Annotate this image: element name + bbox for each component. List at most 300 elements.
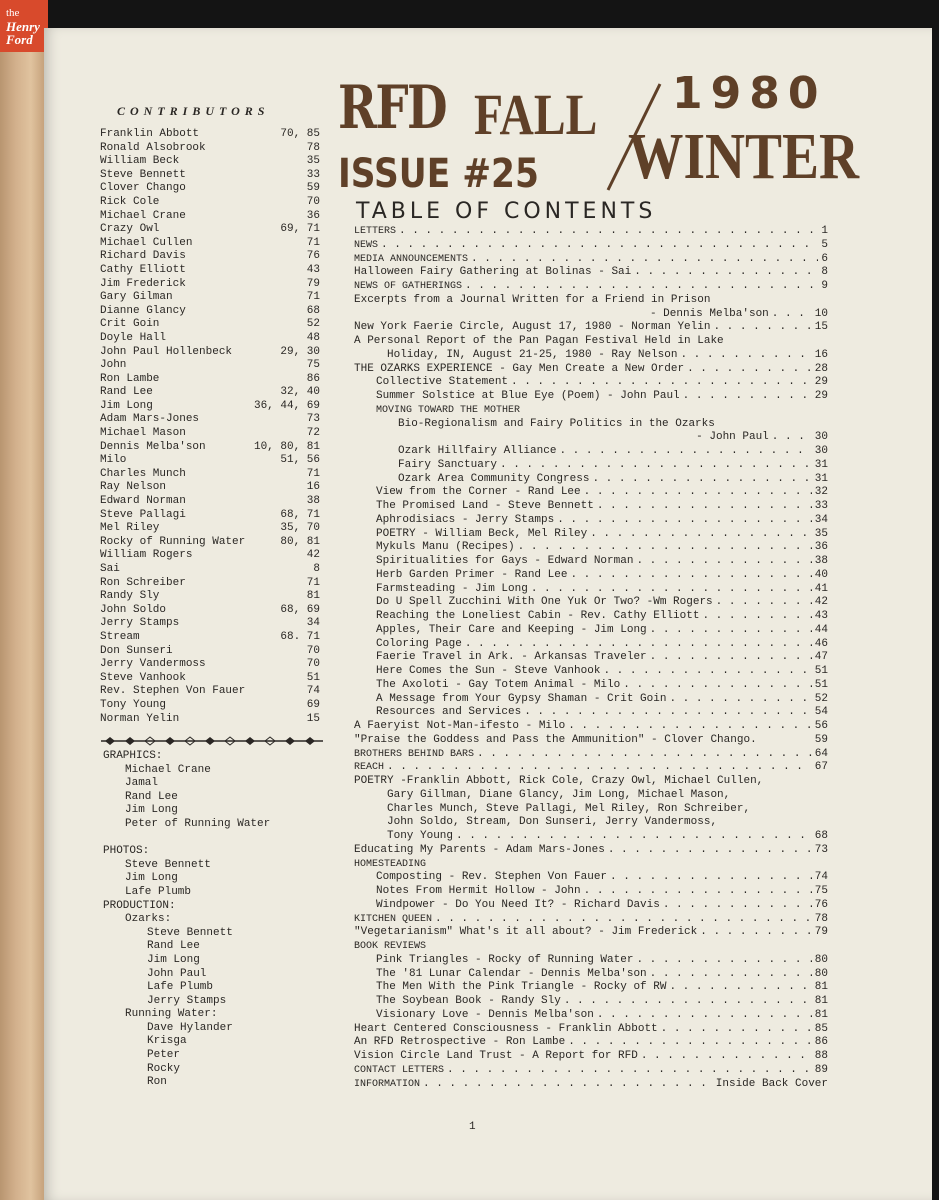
toc-leader [568,1036,812,1050]
toc-page: 8 [821,266,828,279]
contributor-pages: 70 [306,195,320,208]
toc-entry [354,610,828,624]
contributor-pages: 42 [306,549,320,562]
toc-entry [354,321,828,335]
contributor-name: Ronald Alsobrook [100,141,206,154]
toc-leader [687,363,812,377]
contributor-pages: 71 [306,467,320,480]
toc-entry [354,404,828,418]
toc-title: Bio-Regionalism and Fairy Politics in the Ozarks [398,417,715,430]
contributor-name: Crit Goin [100,318,160,331]
contributor-pages: 29, 30 [280,345,320,358]
credit-name: Ozarks: [125,913,172,926]
contributor-row [100,318,320,332]
toc-page: 36 [814,541,828,554]
contributor-row [100,481,320,495]
toc-page: 81 [814,981,828,994]
toc-entry [354,473,828,487]
contributor-row [100,536,320,550]
contributor-pages: 72 [306,427,320,440]
contributor-pages: 71 [306,236,320,249]
toc-title: Collective Statement [376,376,509,389]
credit-name: Steve Bennett [147,926,233,939]
toc-title: POETRY - William Beck, Mel Riley [376,527,588,540]
contributor-name: Dennis Melba'son [100,440,206,453]
contributor-row [100,645,320,659]
contributor-name: Mel Riley [100,522,160,535]
toc-title: Apples, Their Care and Keeping - Jim Long [376,623,647,636]
credit-name: Jim Long [147,953,200,966]
contributor-name: Ray Nelson [100,481,167,494]
contributor-row [100,346,320,360]
contributor-pages: 36 [306,209,320,222]
toc-leader [435,913,812,927]
credit-name: Peter of Running Water [125,817,271,830]
contributor-row [100,413,320,427]
toc-page: Inside Back Cover [715,1077,828,1090]
toc-title: Notes From Hermit Hollow - John [376,885,581,897]
toc-entry [354,1050,828,1064]
toc-leader [641,1050,812,1064]
toc-leader [634,266,818,280]
toc-title: MOVING TOWARD THE MOTHER [376,404,521,416]
toc-entry [354,940,828,954]
contributor-pages: 68, 69 [280,603,320,616]
toc-title: The Promised Land - Steve Bennett [376,500,594,512]
toc-title: Ozark Hillfairy Alliance [398,445,557,457]
masthead-winter: WINTER [628,120,860,193]
toc-entry [354,308,828,322]
contributor-name: John Paul Hollenbeck [100,345,233,358]
toc-entry [354,1036,828,1050]
toc-entry [354,239,828,253]
toc-title: Fairy Sanctuary [398,458,498,471]
contributor-row [100,427,320,441]
toc-entry [354,913,828,927]
contributor-pages: 69, 71 [280,223,320,236]
contributor-pages: 81 [306,590,320,603]
toc-title: An RFD Retrospective - Ron Lambe [354,1036,566,1049]
logo-line-2: Henry Ford [6,18,40,47]
toc-leader [608,844,812,858]
toc-entry [354,431,828,445]
toc-entry [354,803,828,817]
contributor-row [100,549,320,563]
toc-leader [557,514,812,528]
toc-page: 38 [814,555,828,567]
toc-page: 81 [814,995,828,1007]
toc-entry [354,624,828,638]
toc-page: 46 [814,637,828,650]
contributor-pages: 51, 56 [280,454,320,467]
toc-leader [772,308,812,322]
contributor-pages: 38 [306,495,320,508]
toc-page: 30 [814,431,828,444]
contributor-name: John [100,359,127,372]
contributor-pages: 59 [306,182,320,195]
page-number: 1 [469,1121,476,1133]
toc-entry [354,968,828,982]
credit-heading: GRAPHICS: [103,750,163,762]
toc-leader [663,899,812,913]
toc-leader [570,569,811,583]
toc-page: 31 [814,472,828,485]
contributor-name: Michael Cullen [100,236,193,249]
toc-leader [559,445,811,459]
toc-leader [564,995,812,1009]
toc-leader [456,830,812,844]
toc-title: Faerie Travel in Ark. - Arkansas Traveler [376,651,647,664]
contributor-row [100,441,320,455]
toc-title: New York Faerie Circle, August 17, 1980 - Norman Yelin [354,321,711,334]
contributor-row [100,509,320,523]
contributor-pages: 70, 85 [280,128,320,140]
toc-title: A Personal Report of the Pan Pagan Festival Held in Lake [354,335,724,347]
contributor-pages: 8 [313,563,320,575]
contributor-row [100,672,320,686]
contributor-row [100,223,320,237]
toc-leader [650,968,812,982]
contributor-pages: 32, 40 [280,386,320,399]
toc-page: 68 [814,830,828,842]
contributor-row [100,182,320,196]
toc-title: Coloring Page [376,637,462,650]
toc-leader [650,624,812,638]
toc-leader [636,555,811,569]
contributor-pages: 76 [306,250,320,263]
toc-leader [447,1064,812,1078]
contributor-row [100,522,320,536]
toc-entry [354,665,828,679]
toc-entry [354,583,828,597]
contributor-name: Randy Sly [100,590,160,603]
toc-leader [465,638,812,652]
toc-leader [387,761,812,775]
toc-entry [354,445,828,459]
credit-name: Running Water: [125,1008,218,1021]
toc-title: Heart Centered Consciousness - Franklin Abbott [354,1022,658,1035]
toc-entry [354,995,828,1009]
toc-title: Holiday, IN, August 21-25, 1980 - Ray Nelson [387,348,678,361]
toc-title: Gary Gillman, Diane Glancy, Jim Long, Michael Mason, [387,788,731,801]
contributor-name: Michael Mason [100,427,186,440]
toc-page: 33 [814,500,828,512]
contributor-row [100,386,320,400]
toc-title: Aphrodisiacs - Jerry Stamps [376,513,555,526]
toc-title: THE OZARKS EXPERIENCE - Gay Men Create a New Order [354,362,685,375]
contributor-row [100,713,320,727]
toc-title: CONTACT LETTERS [354,1064,445,1076]
toc-page: 42 [814,596,828,609]
toc-page: 40 [814,568,828,581]
toc-leader [381,239,818,253]
contributor-name: Don Sunseri [100,644,173,657]
book-spine [0,0,44,1200]
contributor-name: Ron Lambe [100,372,160,385]
toc-title: The Axoloti - Gay Totem Animal - Milo [376,678,621,691]
toc-page: 41 [814,582,828,595]
contributor-name: Jerry Stamps [100,617,180,630]
toc-title: KITCHEN QUEEN [354,913,433,925]
toc-page: 52 [814,692,828,705]
toc-entry [354,1009,828,1023]
contributor-pages: 16 [306,481,320,494]
contributor-name: Steve Pallagi [100,508,186,521]
toc-entry [354,500,828,514]
toc-page: 73 [814,843,828,856]
toc-entry [354,514,828,528]
toc-title: Herb Garden Primer - Rand Lee [376,568,568,581]
toc-leader [568,720,812,734]
toc-title: MEDIA ANNOUNCEMENTS [354,253,469,265]
toc-leader [610,871,812,885]
contributor-name: Steve Bennett [100,168,186,181]
toc-title: Spiritualities for Gays - Edward Norman [376,555,634,567]
toc-page: 10 [814,307,828,320]
toc-leader [471,253,818,267]
contributor-row [100,604,320,618]
toc-leader [680,349,811,363]
masthead-year: 1980 [672,68,827,119]
toc-page: 47 [814,651,828,664]
toc-page: 76 [814,898,828,911]
toc-leader [465,280,818,294]
contributor-pages: 43 [306,263,320,276]
toc-entry [354,954,828,968]
contributor-row [100,577,320,591]
toc-leader [700,926,812,940]
toc-title: Resources and Services [376,706,522,719]
toc-leader [584,486,812,500]
contributor-pages: 70 [306,644,320,657]
contributor-name: Norman Yelin [100,712,180,725]
contributor-row [100,169,320,183]
contributor-name: Rev. Stephen Von Fauer [100,685,246,698]
toc-page: 15 [814,321,828,334]
table-of-contents [354,225,828,1091]
credit-name: Michael Crane [125,763,211,776]
toc-leader [500,459,812,473]
toc-title: Mykuls Manu (Recipes) [376,541,515,554]
contributor-name: Rocky of Running Water [100,535,246,548]
contributors-heading: CONTRIBUTORS [117,104,270,118]
credit-name: Rand Lee [147,940,200,953]
toc-leader [623,679,812,693]
toc-title: Summer Solstice at Blue Eye (Poem) - John Paul [376,390,680,402]
contributor-name: Milo [100,454,127,467]
toc-entry [354,651,828,665]
contributor-name: Crazy Owl [100,223,160,236]
contributor-row [100,237,320,251]
toc-title: Educating My Parents - Adam Mars-Jones [354,843,605,856]
toc-page: 85 [814,1022,828,1035]
contributor-name: Tony Young [100,698,167,711]
credit-name: Jamal [125,777,159,790]
toc-entry [354,486,828,500]
contributor-row [100,155,320,169]
contributor-name: Adam Mars-Jones [100,413,200,426]
contributor-pages: 70 [306,658,320,671]
contributor-pages: 68 [306,304,320,317]
toc-leader [423,1078,713,1092]
contributor-name: Charles Munch [100,467,186,480]
toc-entry [354,596,828,610]
toc-title: BOOK REVIEWS [354,941,427,952]
contributor-row [100,685,320,699]
toc-title: REACH [354,762,385,774]
credit-name: Jerry Stamps [147,994,227,1007]
contributor-pages: 48 [306,331,320,344]
contributor-name: Steve Vanhook [100,671,186,684]
toc-title: Excerpts from a Journal Written for a Friend in Prison [354,293,711,306]
toc-title: Tony Young [387,830,454,842]
contributor-pages: 68. 71 [280,630,320,643]
masthead-issue: ISSUE #25 [338,151,539,197]
toc-entry [354,871,828,885]
contributor-name: Jim Long [100,399,153,412]
toc-title: INFORMATION [354,1078,421,1090]
toc-entry [354,981,828,995]
toc-title: A Faeryist Not-Man-ifesto - Milo [354,720,566,732]
toc-page: 51 [814,678,828,691]
toc-title: Vision Circle Land Trust - A Report for RFD [354,1050,638,1062]
toc-leader [650,651,812,665]
toc-page: 74 [814,871,828,884]
toc-entry [354,706,828,720]
toc-entry [354,266,828,280]
toc-leader [772,431,812,445]
contributor-row [100,400,320,414]
contributor-row [100,699,320,713]
toc-title: The '81 Lunar Calendar - Dennis Melba'son [376,967,647,980]
toc-entry [354,280,828,294]
toc-leader [597,1009,812,1023]
credit-name: Rand Lee [125,790,178,803]
toc-entry [354,734,828,748]
contributor-row [100,210,320,224]
toc-entry [354,693,828,707]
toc-title: Visionary Love - Dennis Melba'son [376,1008,594,1021]
credits-list [103,750,270,1090]
contributor-name: Jerry Vandermoss [100,658,206,671]
toc-entry [354,541,828,555]
toc-entry [354,225,828,239]
toc-title: LETTERS [354,226,397,237]
toc-leader [531,583,812,597]
contributor-pages: 74 [306,685,320,698]
henry-ford-logo [0,0,48,52]
contributor-pages: 52 [306,318,320,331]
toc-page: 79 [814,926,828,939]
contributor-pages: 75 [306,359,320,372]
contributor-row [100,142,320,156]
toc-page: 9 [821,280,828,292]
contributor-name: Stream [100,630,140,643]
toc-page: 67 [814,761,828,774]
toc-title: "Praise the Goddess and Pass the Ammunition" - Clover Chango. [354,733,757,746]
credit-name: John Paul [147,967,207,980]
contributor-pages: 33 [306,168,320,181]
contributor-name: Edward Norman [100,495,186,508]
toc-leader [477,748,812,762]
toc-page: 43 [814,610,828,622]
credit-name: Krisga [147,1035,187,1048]
toc-leader [399,225,818,239]
credit-name: Ron [147,1076,167,1089]
credit-name: Jim Long [125,804,178,817]
toc-title: Halloween Fairy Gathering at Bolinas - Sai [354,266,632,279]
toc-page: 16 [814,348,828,361]
toc-page: 88 [814,1050,828,1062]
contributor-name: Rand Lee [100,386,153,399]
contributor-name: Doyle Hall [100,331,167,344]
contributor-row [100,264,320,278]
contributor-row [100,250,320,264]
toc-leader [669,981,811,995]
toc-page: 59 [814,733,828,746]
contributor-pages: 51 [306,671,320,684]
toc-title: - John Paul [696,431,769,444]
toc-title: "Vegetarianism" What's it all about? - Jim Frederick [354,926,698,939]
toc-page: 35 [814,527,828,540]
toc-title: Composting - Rev. Stephen Von Fauer [376,871,608,884]
toc-page: 64 [814,747,828,760]
contributor-name: Michael Crane [100,209,186,222]
contributor-pages: 78 [306,141,320,154]
toc-leader [518,541,812,555]
contributor-name: Richard Davis [100,250,186,263]
contributor-row [100,590,320,604]
toc-title: POETRY -Franklin Abbott, Rick Cole, Crazy Owl, Michael Cullen, [354,775,764,787]
credit-name: Lafe Plumb [147,981,214,994]
contributor-pages: 68, 71 [280,508,320,521]
toc-title: Pink Triangles - Rocky of Running Water [376,953,634,966]
contributor-row [100,631,320,645]
toc-leader [524,706,812,720]
toc-title: NEWS OF GATHERINGS [354,281,463,292]
toc-entry [354,390,828,404]
toc-title: John Soldo, Stream, Don Sunseri, Jerry Vandermoss, [387,816,718,829]
contributor-row [100,128,320,142]
ornamental-divider [101,736,323,746]
toc-entry [354,858,828,872]
toc-title: BROTHERS BEHIND BARS [354,748,475,760]
toc-page: 6 [821,252,828,265]
contributor-pages: 10, 80, 81 [253,440,320,453]
toc-title: HOMESTEADING [354,858,427,870]
toc-title: - Dennis Melba'son [649,307,769,320]
contributor-name: Cathy Elliott [100,263,186,276]
masthead-rfd: RFD [338,73,447,143]
toc-entry [354,830,828,844]
toc-page: 78 [814,912,828,925]
toc-page: 86 [814,1036,828,1049]
toc-title: NEWS [354,239,379,251]
toc-entry [354,761,828,775]
contributor-pages: 34 [306,617,320,630]
toc-entry [354,1078,828,1092]
toc-entry [354,418,828,432]
contributor-name: William Beck [100,155,180,168]
toc-entry [354,459,828,473]
toc-page: 80 [814,953,828,966]
toc-page: 30 [814,445,828,457]
toc-title: Charles Munch, Steve Pallagi, Mel Riley, Ron Schreiber, [387,802,751,815]
toc-entry [354,720,828,734]
contributor-name: Jim Frederick [100,277,186,290]
toc-leader [584,885,812,899]
contributor-name: Sai [100,563,120,575]
